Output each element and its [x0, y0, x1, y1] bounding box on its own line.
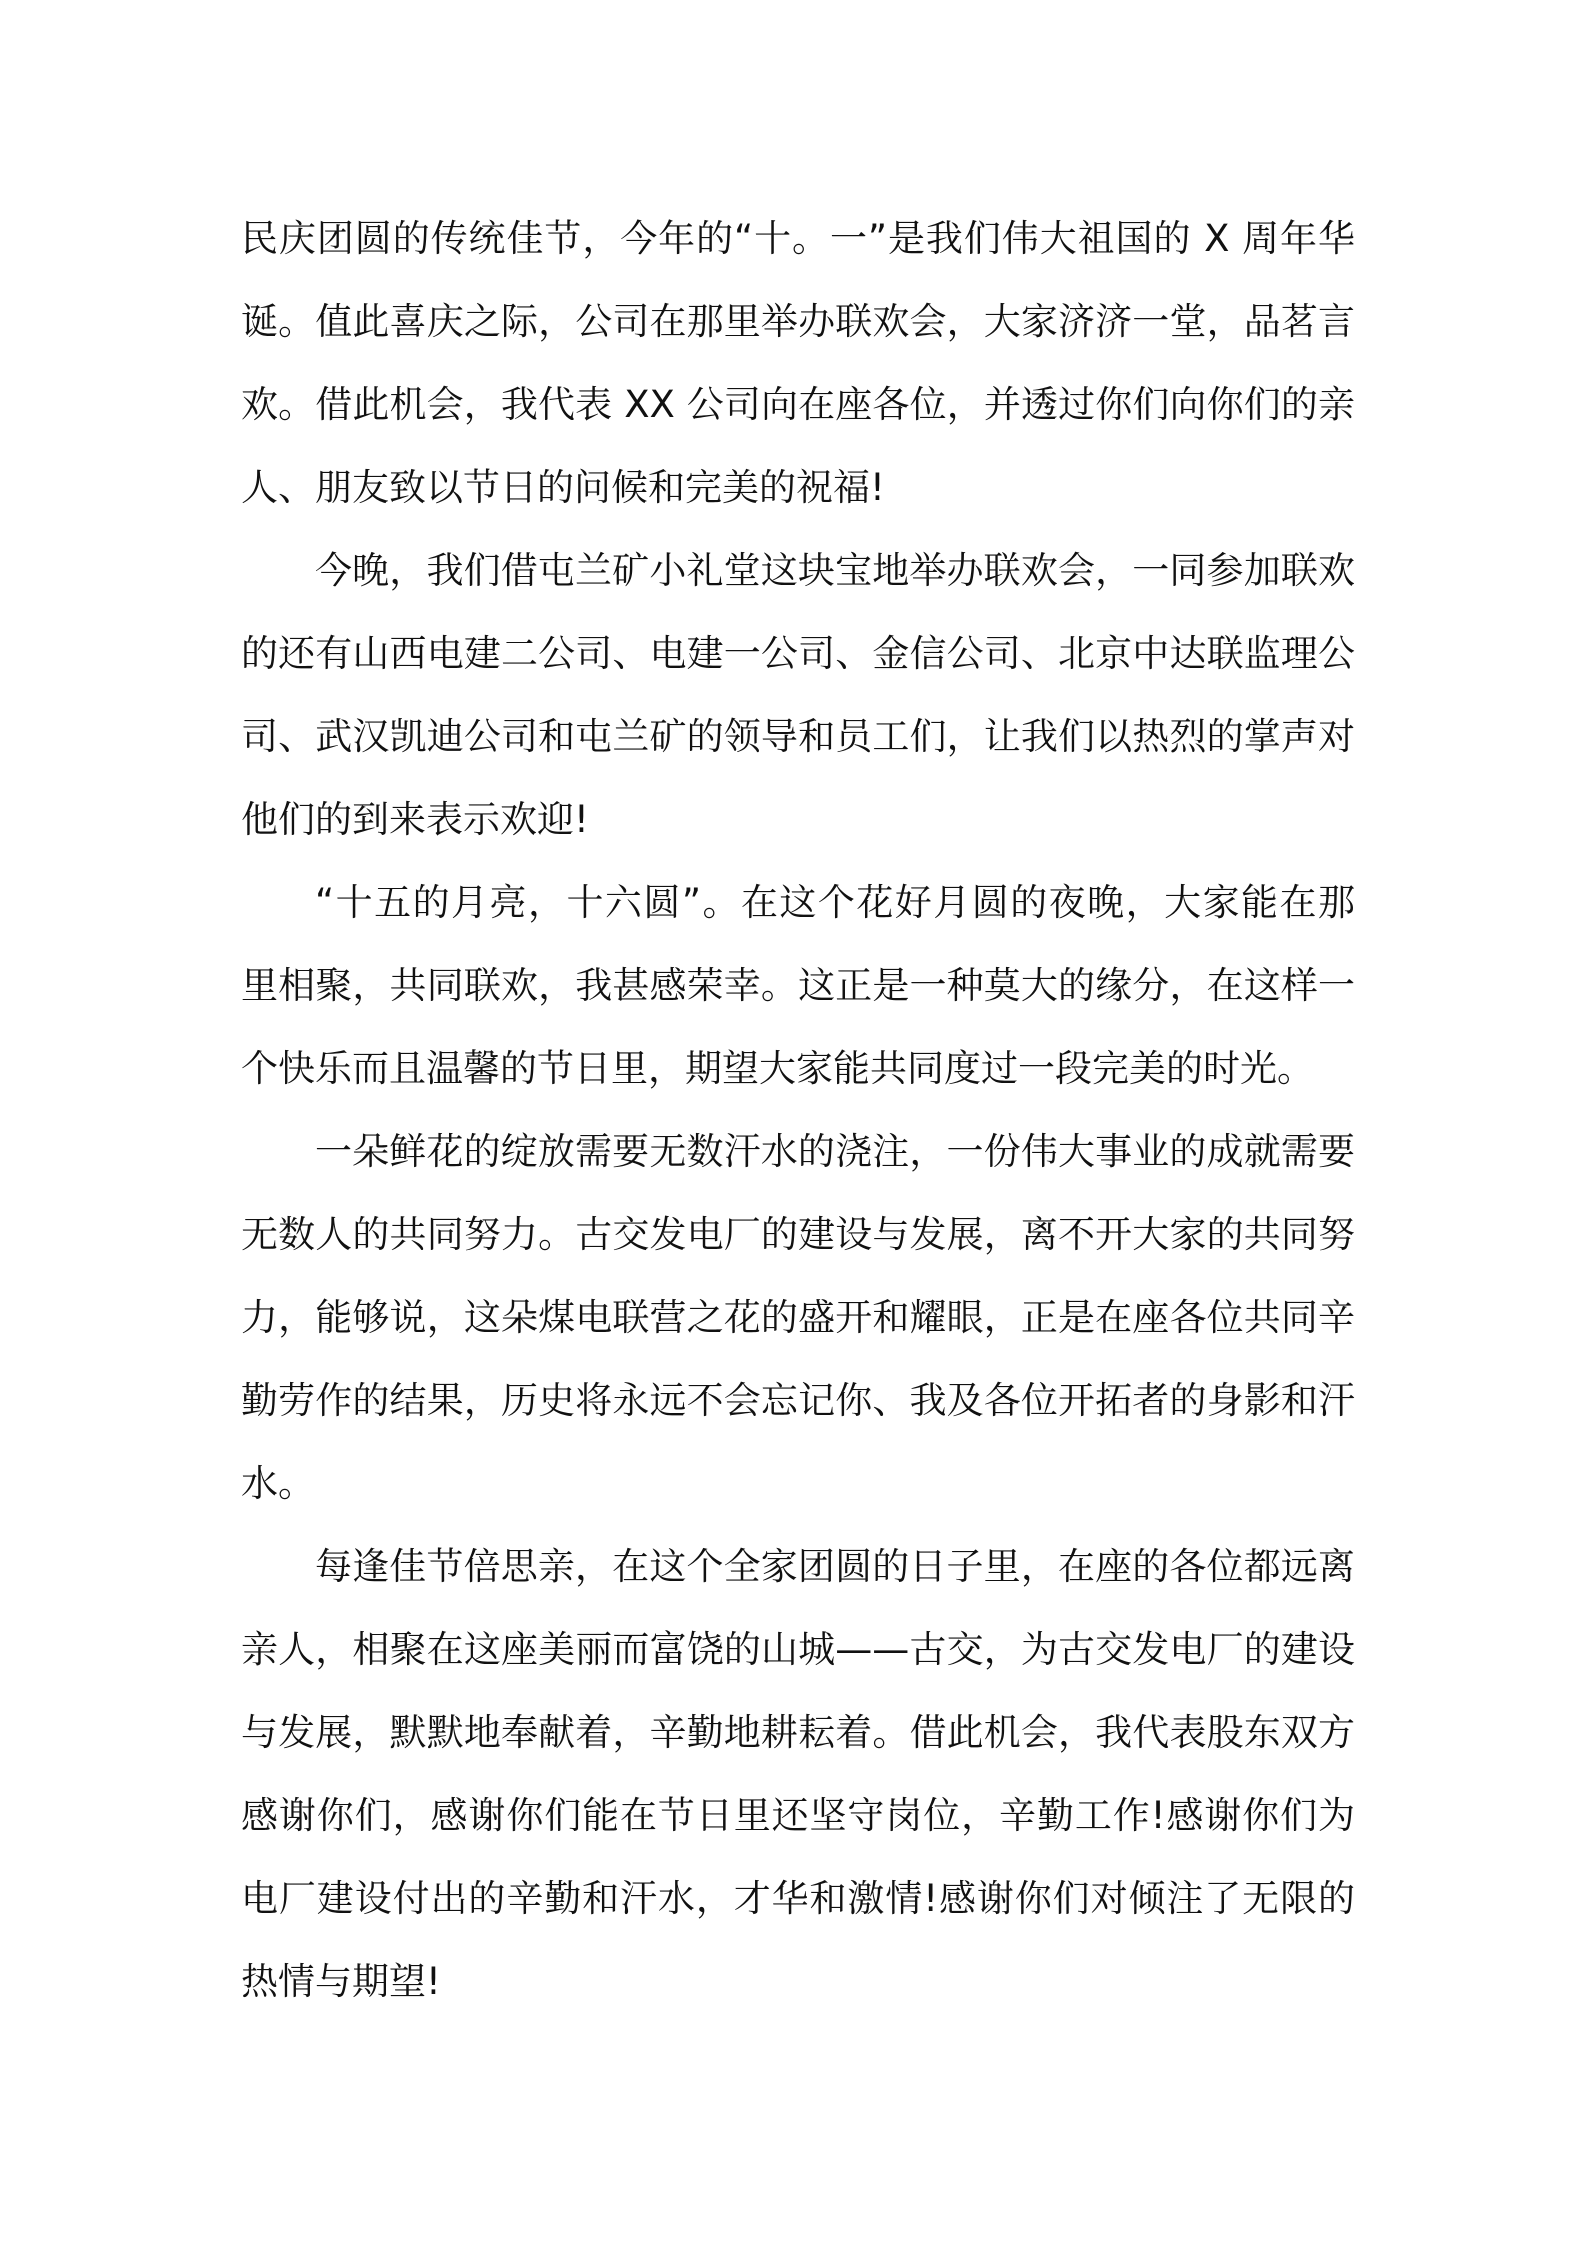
text-line: 里相聚，共同联欢，我甚感荣幸。这正是一种莫大的缘分，在这样一	[241, 964, 1355, 1007]
text-line: 一朵鲜花的绽放需要无数汗水的浇注，一份伟大事业的成就需要	[315, 1130, 1355, 1173]
text-line: 司、武汉凯迪公司和屯兰矿的领导和员工们，让我们以热烈的掌声对	[241, 715, 1355, 758]
text-line: 他们的到来表示欢迎!	[241, 798, 589, 841]
text-line: 无数人的共同努力。古交发电厂的建设与发展，离不开大家的共同努	[241, 1213, 1355, 1256]
paragraph-4	[241, 1110, 1355, 1525]
paragraph-2	[241, 529, 1355, 861]
document-body	[241, 197, 1355, 2023]
text-line: 电厂建设付出的辛勤和汗水，才华和激情!感谢你们对倾注了无限的	[241, 1877, 1355, 1920]
text-line: 人、朋友致以节日的问候和完美的祝福!	[241, 466, 885, 509]
text-line: 水。	[241, 1462, 315, 1505]
text-line: 与发展，默默地奉献着，辛勤地耕耘着。借此机会，我代表股东双方	[241, 1711, 1355, 1754]
text-line: 的还有山西电建二公司、电建一公司、金信公司、北京中达联监理公	[241, 632, 1355, 675]
text-line: “十五的月亮，十六圆”。在这个花好月圆的夜晚，大家能在那	[315, 881, 1355, 924]
text-line: 个快乐而且温馨的节日里，期望大家能共同度过一段完美的时光。	[241, 1047, 1314, 1090]
paragraph-1	[241, 197, 1355, 529]
text-line: 勤劳作的结果，历史将永远不会忘记你、我及各位开拓者的身影和汗	[241, 1379, 1355, 1422]
paragraph-3	[241, 861, 1355, 1110]
text-line: 亲人，相聚在这座美丽而富饶的山城——古交，为古交发电厂的建设	[241, 1628, 1355, 1671]
text-line: 今晚，我们借屯兰矿小礼堂这块宝地举办联欢会，一同参加联欢	[315, 549, 1355, 592]
text-line: 欢。借此机会，我代表 XX 公司向在座各位，并透过你们向你们的亲	[241, 383, 1355, 426]
text-line: 热情与期望!	[241, 1960, 441, 2003]
text-line: 每逢佳节倍思亲，在这个全家团圆的日子里，在座的各位都远离	[315, 1545, 1355, 1588]
paragraph-5	[241, 1525, 1355, 2023]
text-line: 诞。值此喜庆之际，公司在那里举办联欢会，大家济济一堂，品茗言	[241, 300, 1355, 343]
text-line: 民庆团圆的传统佳节，今年的“十。一”是我们伟大祖国的 X 周年华	[241, 217, 1355, 260]
text-line: 感谢你们，感谢你们能在节日里还坚守岗位，辛勤工作!感谢你们为	[241, 1794, 1355, 1837]
text-line: 力，能够说，这朵煤电联营之花的盛开和耀眼，正是在座各位共同辛	[241, 1296, 1355, 1339]
